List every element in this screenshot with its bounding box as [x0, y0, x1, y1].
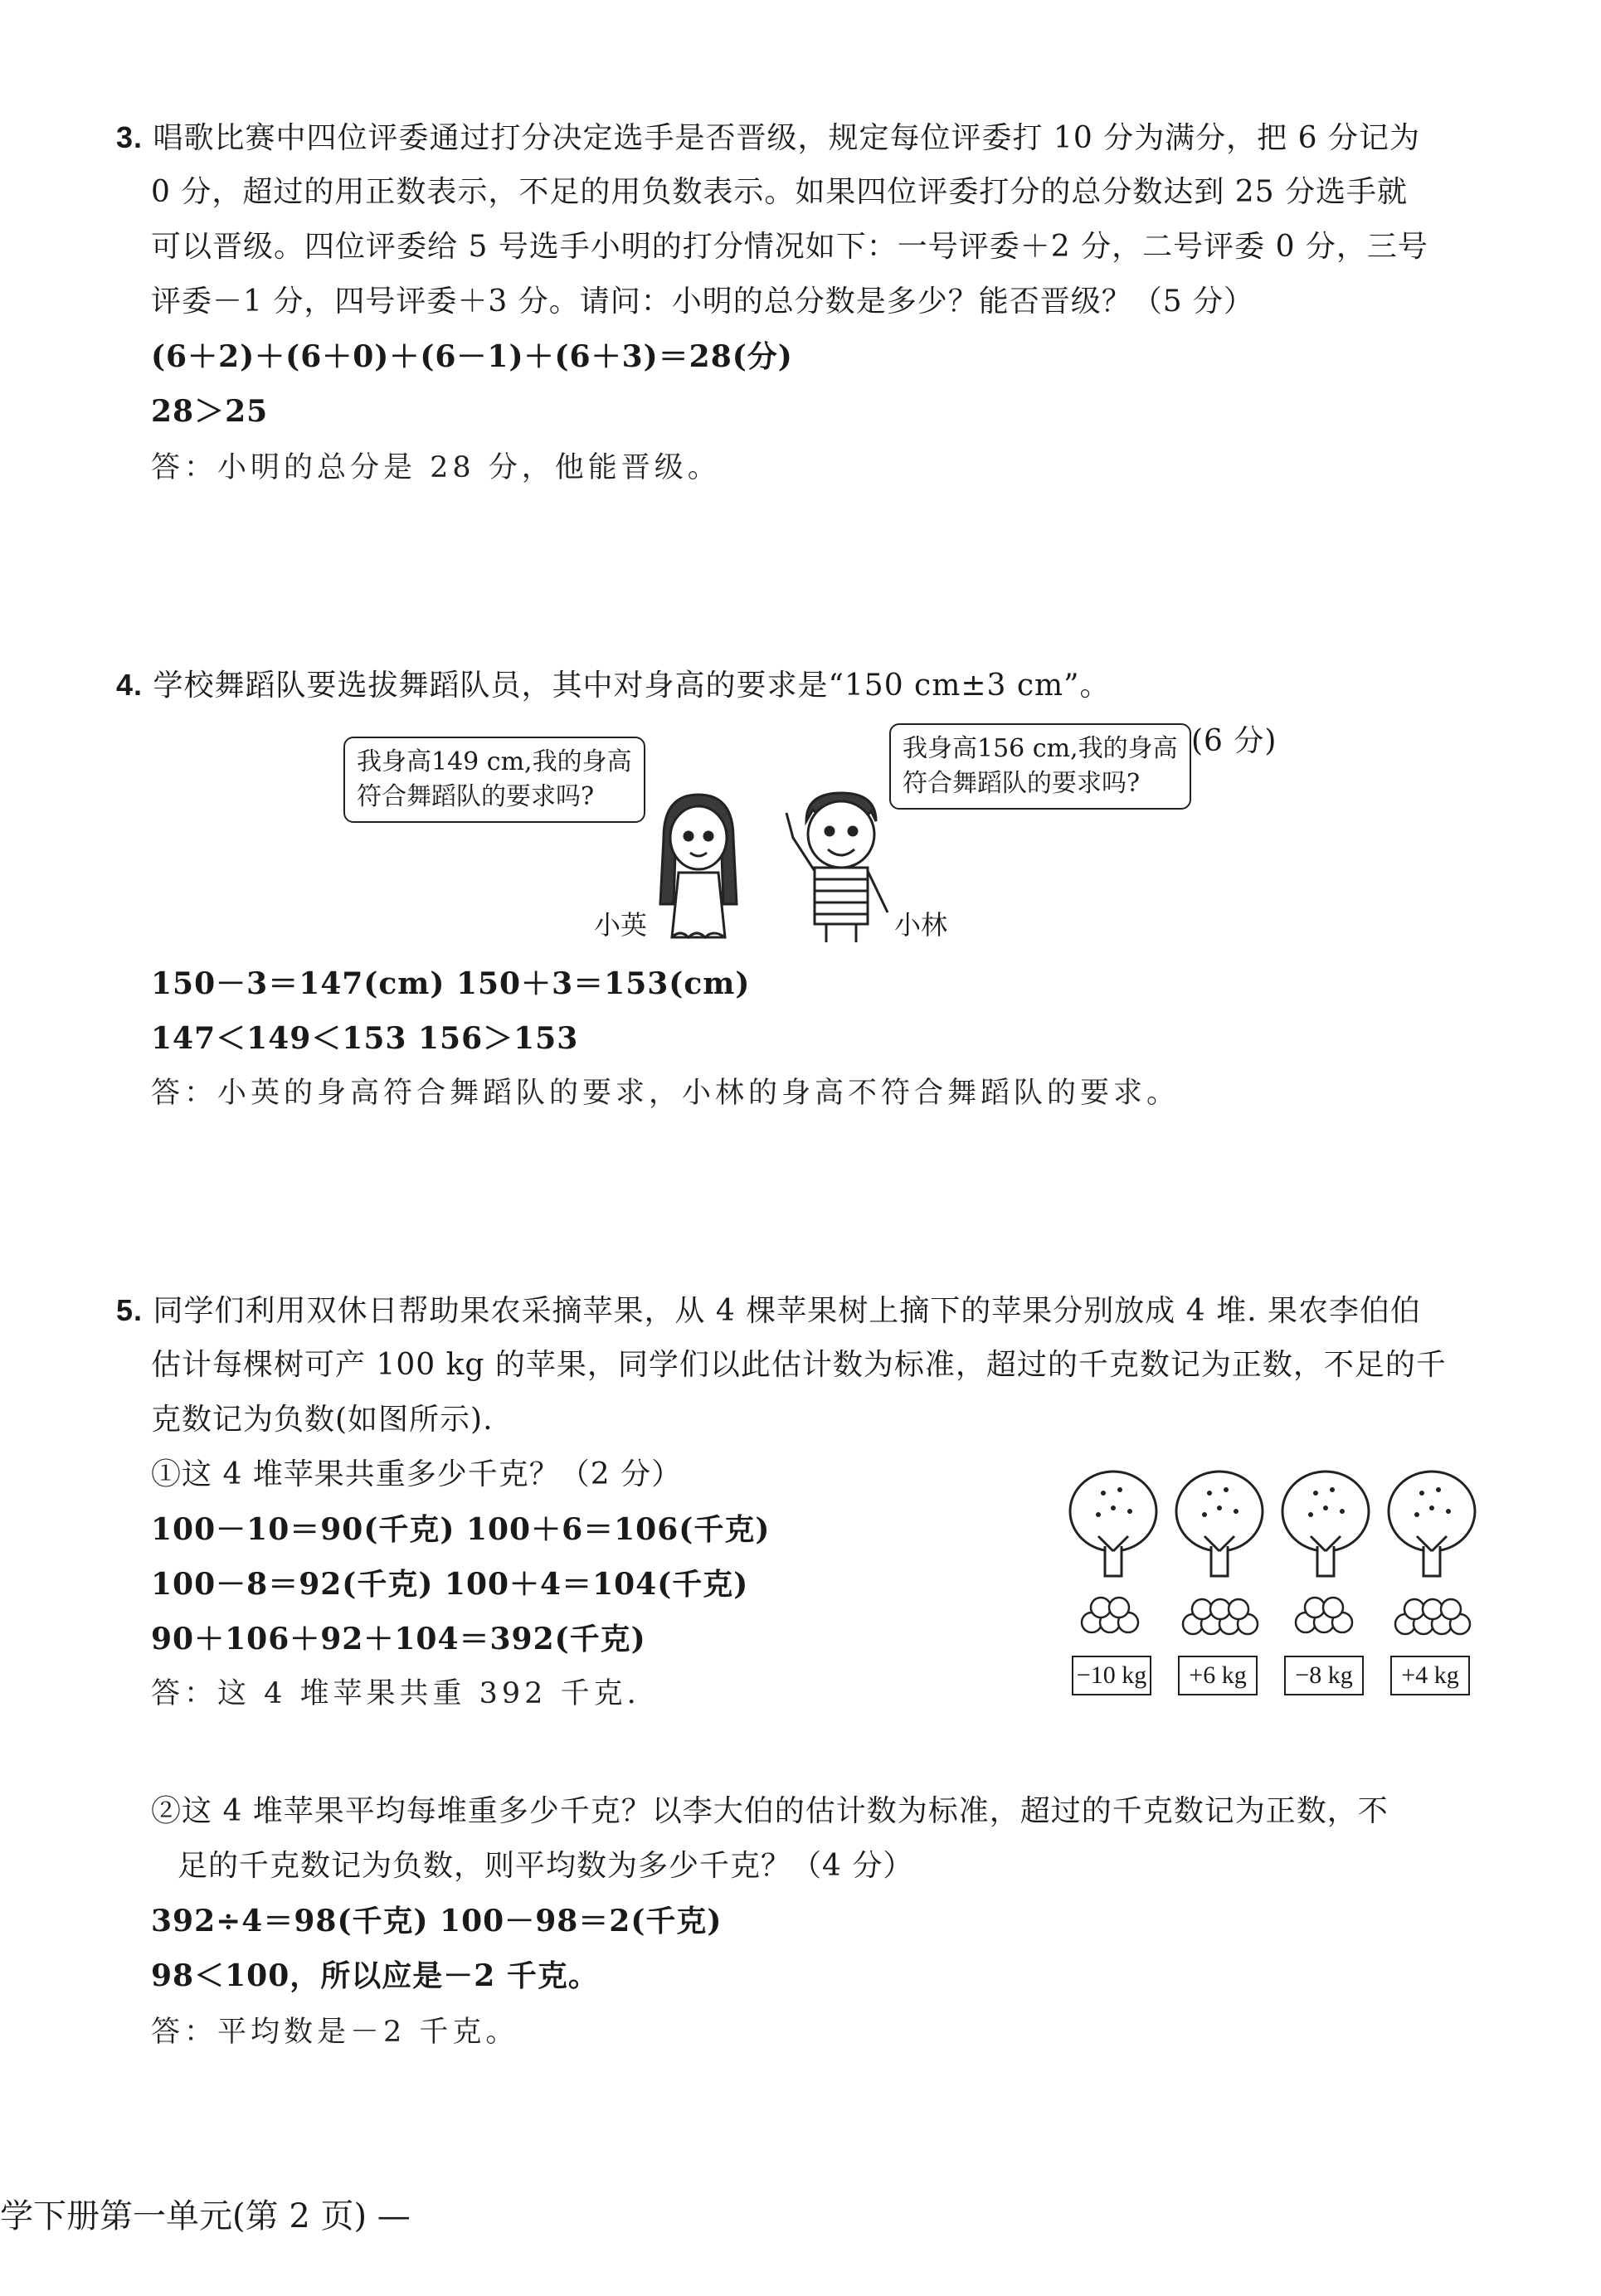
- question-text-line: 学校舞蹈队要选拔舞蹈队员，其中对身高的要求是“150 cm±3 cm”。: [153, 669, 1111, 703]
- work-line: 147＜149＜153 156＞153: [151, 1021, 579, 1056]
- answer-line: 答：这 4 堆苹果共重 392 千克.: [151, 1677, 640, 1710]
- kg-label-2: +6 kg: [1178, 1656, 1258, 1695]
- work-line: 392÷4＝98(千克) 100－98＝2(千克): [151, 1904, 723, 1938]
- sub-question-2-line: ②这 4 堆苹果平均每堆重多少千克？以李大伯的估计数为标准，超过的千克数记为正数，不: [151, 1794, 1389, 1828]
- points-label: (6 分): [1191, 724, 1277, 758]
- kg-label-1: −10 kg: [1072, 1656, 1151, 1695]
- question-text-line: 估计每棵树可产 100 kg 的苹果，同学们以此估计数为标准，超过的千克数记为正数，不足的千: [151, 1348, 1447, 1382]
- name-xiaoying: 小英: [594, 909, 648, 941]
- work-line: 100－10＝90(千克) 100＋6＝106(千克): [151, 1512, 771, 1547]
- kg-label-4: +4 kg: [1390, 1656, 1470, 1695]
- question-number: 5.: [116, 1293, 144, 1327]
- work-line: 98＜100，所以应是－2 千克。: [151, 1958, 599, 1993]
- kids-illustration: [630, 780, 929, 946]
- girl-figure: [660, 795, 737, 937]
- question-text-line: 可以晋级。四位评委给 5 号选手小明的打分情况如下：一号评委＋2 分，二号评委 0 分，三号: [151, 230, 1428, 264]
- apple-pile-2: [1183, 1599, 1258, 1634]
- work-line: 28＞25: [151, 394, 269, 429]
- work-line: 100－8＝92(千克) 100＋4＝104(千克): [151, 1567, 749, 1602]
- apple-tree-4: [1389, 1471, 1475, 1576]
- apple-pile-4: [1395, 1599, 1470, 1634]
- speech-bubble-left: 我身高149 cm,我的身高 符合舞蹈队的要求吗?: [343, 737, 645, 823]
- answer-line: 答：平均数是－2 千克。: [151, 2016, 519, 2049]
- question-number: 3.: [116, 120, 144, 154]
- question-text-line: 评委－1 分，四号评委＋3 分。请问：小明的总分数是多少？能否晋级？（5 分）: [151, 285, 1255, 319]
- question-text-line: 同学们利用双休日帮助果农采摘苹果，从 4 棵苹果树上摘下的苹果分别放成 4 堆. 果农李伯伯: [153, 1294, 1421, 1328]
- kg-label-3: −8 kg: [1284, 1656, 1364, 1695]
- answer-line: 答：小明的总分是 28 分，他能晋级。: [151, 451, 721, 484]
- work-line: 90＋106＋92＋104＝392(千克): [151, 1622, 646, 1656]
- question-text-line: 0 分，超过的用正数表示，不足的用负数表示。如果四位评委打分的总分数达到 25 分选手就: [151, 175, 1409, 209]
- work-line: 150－3＝147(cm) 150＋3＝153(cm): [151, 966, 751, 1001]
- page-footer: 学下册第一单元(第 2 页) —: [0, 2197, 411, 2235]
- apple-tree-1: [1070, 1471, 1156, 1576]
- question-number: 4.: [116, 668, 144, 702]
- question-text-line: 克数记为负数(如图所示).: [151, 1403, 494, 1437]
- apple-pile-1: [1082, 1598, 1138, 1632]
- boy-figure: [786, 793, 888, 942]
- sub-question-1: ①这 4 堆苹果共重多少千克？（2 分）: [151, 1457, 683, 1491]
- speech-bubble-right: 我身高156 cm,我的身高 符合舞蹈队的要求吗?: [889, 723, 1191, 810]
- answer-line: 答：小英的身高符合舞蹈队的要求，小林的身高不符合舞蹈队的要求。: [151, 1077, 1180, 1110]
- apple-trees-illustration: [1062, 1460, 1493, 1642]
- apple-pile-3: [1296, 1598, 1352, 1632]
- apple-tree-3: [1282, 1471, 1369, 1576]
- work-line: (6＋2)＋(6＋0)＋(6－1)＋(6＋3)＝28(分): [151, 339, 793, 374]
- question-text-line: 唱歌比赛中四位评委通过打分决定选手是否晋级，规定每位评委打 10 分为满分，把 6 分记为: [153, 121, 1420, 155]
- apple-tree-2: [1176, 1471, 1263, 1576]
- name-xiaolin: 小林: [894, 909, 948, 941]
- sub-question-2-line: 足的千克数记为负数，则平均数为多少千克？（4 分）: [178, 1849, 914, 1883]
